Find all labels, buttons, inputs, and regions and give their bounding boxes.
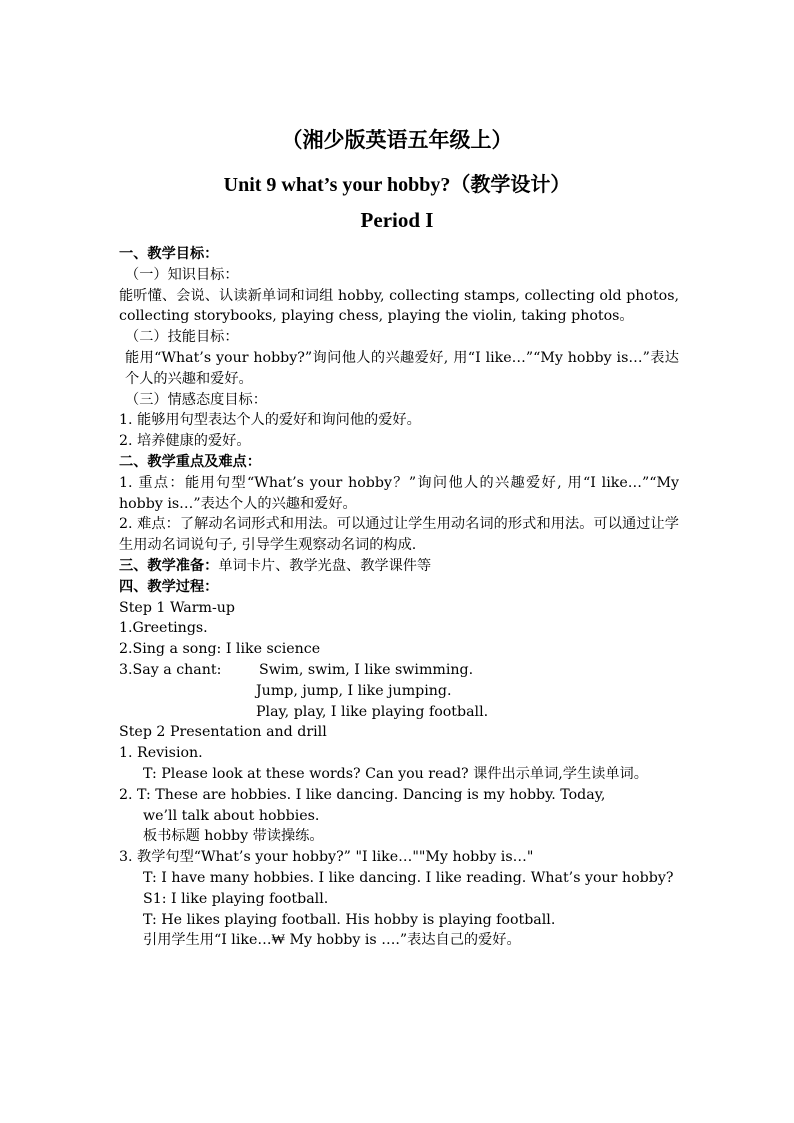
step-2-revision: 1. Revision.: [119, 745, 203, 762]
step-2-item-3-teacher-2: T: He likes playing football. His hobby is playing football.: [143, 911, 556, 928]
section-heading-process: 四、教学过程：: [119, 578, 219, 595]
document-title-publisher: （湘少版英语五年级上）: [281, 128, 513, 152]
section-heading-preparation: 三、教学准备：: [119, 557, 219, 574]
document-title-unit: Unit 9 what’s your hobby?（教学设计）: [223, 174, 571, 196]
step-2-item-3-note: 引用学生用“I like…₩ My hobby is ….”表达自己的爱好。: [143, 932, 521, 949]
step-2-item-3-student: S1: I like playing football.: [143, 890, 329, 907]
step-2-revision-text: T: Please look at these words? Can you read? 课件出示单词,学生读单词。: [143, 765, 648, 782]
section-heading-objectives: 一、教学目标：: [119, 246, 219, 262]
subheading-knowledge: （一）知识目标：: [125, 266, 239, 283]
paragraph-knowledge: 能听懂、会说、认读新单词和词组 hobby, collecting stamps, collecting old photos, collecting storybooks, playing chess, playing the violin, taking photos。: [119, 287, 679, 325]
step-2-heading: Step 2 Presentation and drill: [119, 724, 327, 741]
step-1-sing: 2.Sing a song: I like science: [119, 641, 321, 658]
step-2-item-2-line-2: we’ll talk about hobbies.: [143, 807, 320, 824]
step-2-item-3-teacher: T: I have many hobbies. I like dancing. I like reading. What’s your hobby?: [143, 869, 674, 886]
section-preparation: [119, 556, 679, 577]
list-item-emotion-2: 2. 培养健康的爱好。: [119, 433, 251, 450]
document-title-period: Period I: [360, 208, 434, 232]
paragraph-difficult-point: 2. 难点：了解动名词形式和用法。可以通过让学生用动名词的形式和用法。可以通过让学生用动名词说句子, 引导学生观察动名词的构成.: [119, 516, 679, 554]
step-1-heading: Step 1 Warm-up: [119, 599, 235, 616]
subheading-skill: （二）技能目标：: [125, 329, 239, 346]
chant-line-1: Swim, swim, I like swimming.: [259, 661, 474, 678]
step-2-item-2-line-3: 板书标题 hobby 带读操练。: [143, 828, 324, 845]
subheading-emotion: （三）情感态度目标：: [125, 391, 267, 408]
step-2-item-2-line-1: 2. T: These are hobbies. I like dancing. Dancing is my hobby. Today,: [119, 786, 606, 803]
paragraph-skill: 能用“What’s your hobby?”询问他人的兴趣爱好, 用“I like…”“My hobby is…”表达个人的兴趣和爱好。: [125, 349, 679, 387]
chant-line-2: Jump, jump, I like jumping.: [256, 682, 452, 699]
step-1-chant: [119, 660, 679, 681]
document-body: [119, 244, 679, 951]
chant-line-3: Play, play, I like playing football.: [256, 703, 489, 720]
chant-label: 3.Say a chant:: [119, 661, 222, 678]
section-heading-key-points: 二、教学重点及难点：: [119, 453, 261, 470]
preparation-text: 单词卡片、教学光盘、教学课件等: [218, 557, 432, 574]
step-1-greetings: 1.Greetings.: [119, 620, 208, 637]
paragraph-key-point: 1. 重点：能用句型“What’s your hobby？”询问他人的兴趣爱好, 用“I like…”“My hobby is…”表达个人的兴趣和爱好。: [119, 474, 679, 512]
step-2-item-3: 3. 教学句型“What’s your hobby?” "I like…""My hobby is…": [119, 849, 534, 866]
list-item-emotion-1: 1. 能够用句型表达个人的爱好和询问他的爱好。: [119, 412, 421, 429]
